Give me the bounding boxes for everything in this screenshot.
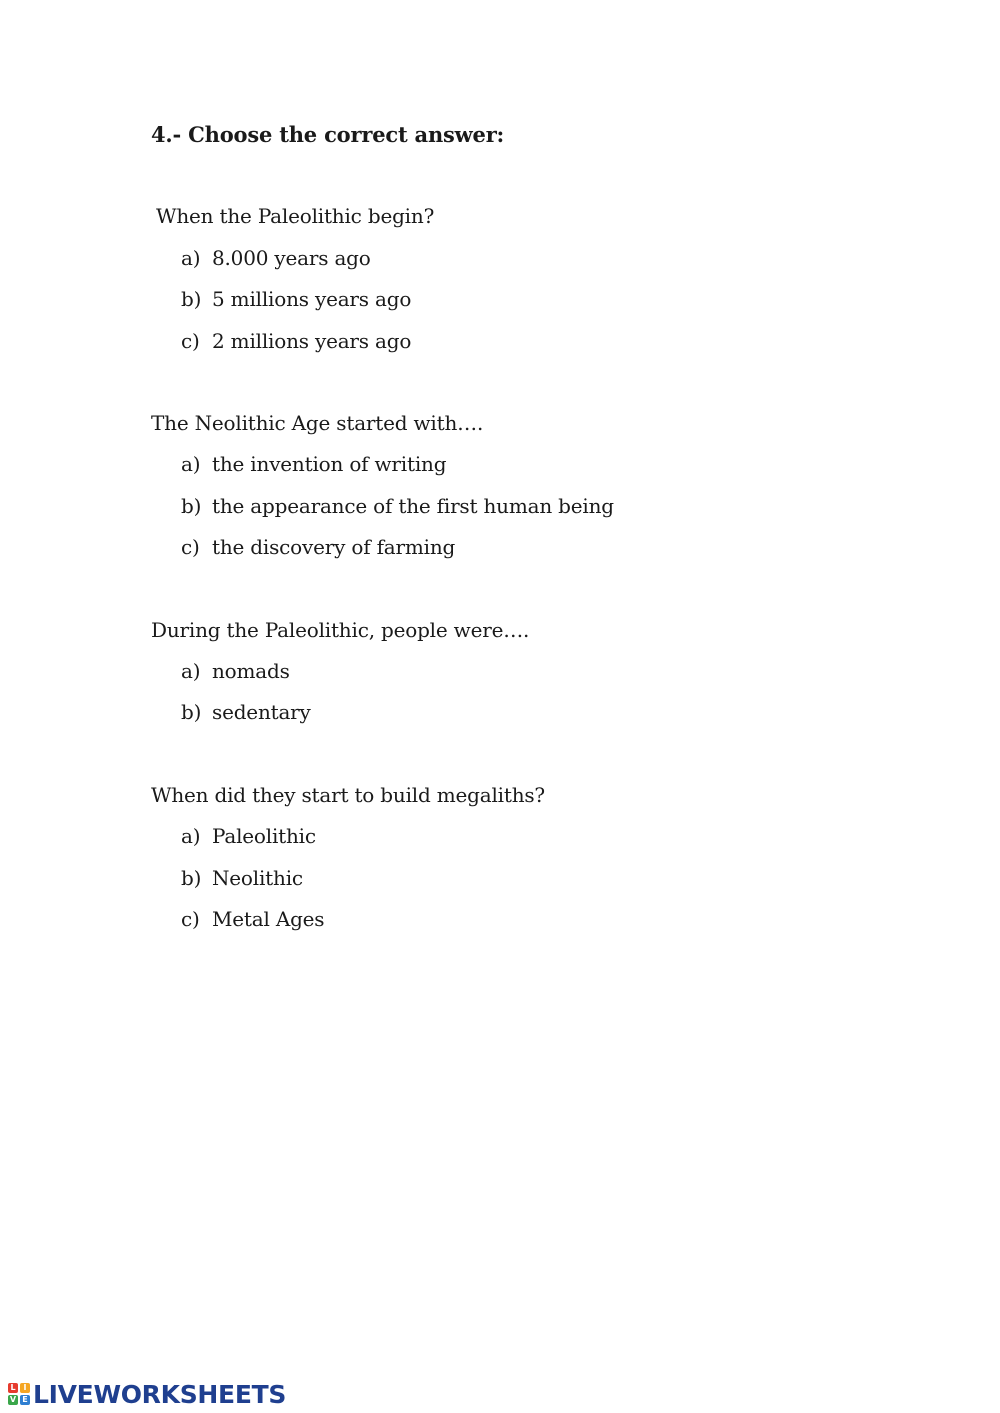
worksheet-heading: 4.- Choose the correct answer: xyxy=(151,122,505,147)
answer-option[interactable] xyxy=(181,659,290,683)
logo-block: E xyxy=(20,1395,30,1405)
logo-block: V xyxy=(9,1395,17,1404)
option-text: the appearance of the first human being xyxy=(212,494,614,518)
answer-option[interactable] xyxy=(181,287,411,311)
option-letter: a) xyxy=(181,452,201,476)
answer-option[interactable] xyxy=(181,535,455,559)
answer-option[interactable] xyxy=(181,824,316,848)
option-text: the discovery of farming xyxy=(212,535,456,559)
option-text: nomads xyxy=(212,659,290,683)
answer-option[interactable] xyxy=(181,494,614,518)
option-text: 8.000 years ago xyxy=(212,246,371,270)
answer-option[interactable] xyxy=(181,866,303,890)
liveworksheets-logo[interactable] xyxy=(8,1381,286,1407)
answer-option[interactable] xyxy=(181,907,324,931)
option-letter: c) xyxy=(181,535,200,559)
logo-text: LIVEWORKSHEETS xyxy=(33,1379,287,1409)
option-text: sedentary xyxy=(212,700,311,724)
logo-block: I xyxy=(20,1383,30,1393)
option-text: 2 millions years ago xyxy=(212,329,412,353)
answer-option[interactable] xyxy=(181,452,446,476)
option-letter: b) xyxy=(181,494,202,518)
question-prompt: When did they start to build megaliths? xyxy=(151,783,545,807)
logo-block: L xyxy=(8,1383,18,1393)
option-text: Paleolithic xyxy=(212,824,316,848)
answer-option[interactable] xyxy=(181,329,411,353)
option-text: Metal Ages xyxy=(212,907,325,931)
option-text: 5 millions years ago xyxy=(212,287,412,311)
answer-option[interactable] xyxy=(181,246,371,270)
question-prompt: During the Paleolithic, people were…. xyxy=(151,618,530,642)
option-letter: b) xyxy=(181,866,202,890)
question-prompt: The Neolithic Age started with…. xyxy=(151,411,484,435)
option-letter: a) xyxy=(181,824,201,848)
question-prompt: When the Paleolithic begin? xyxy=(156,204,435,228)
answer-option[interactable] xyxy=(181,700,311,724)
option-letter: b) xyxy=(181,700,202,724)
option-letter: b) xyxy=(181,287,202,311)
option-letter: c) xyxy=(181,329,200,353)
option-letter: c) xyxy=(181,907,200,931)
option-text: Neolithic xyxy=(212,866,303,890)
option-letter: a) xyxy=(181,246,201,270)
logo-blocks-icon xyxy=(8,1383,30,1405)
option-letter: a) xyxy=(181,659,201,683)
option-text: the invention of writing xyxy=(212,452,447,476)
